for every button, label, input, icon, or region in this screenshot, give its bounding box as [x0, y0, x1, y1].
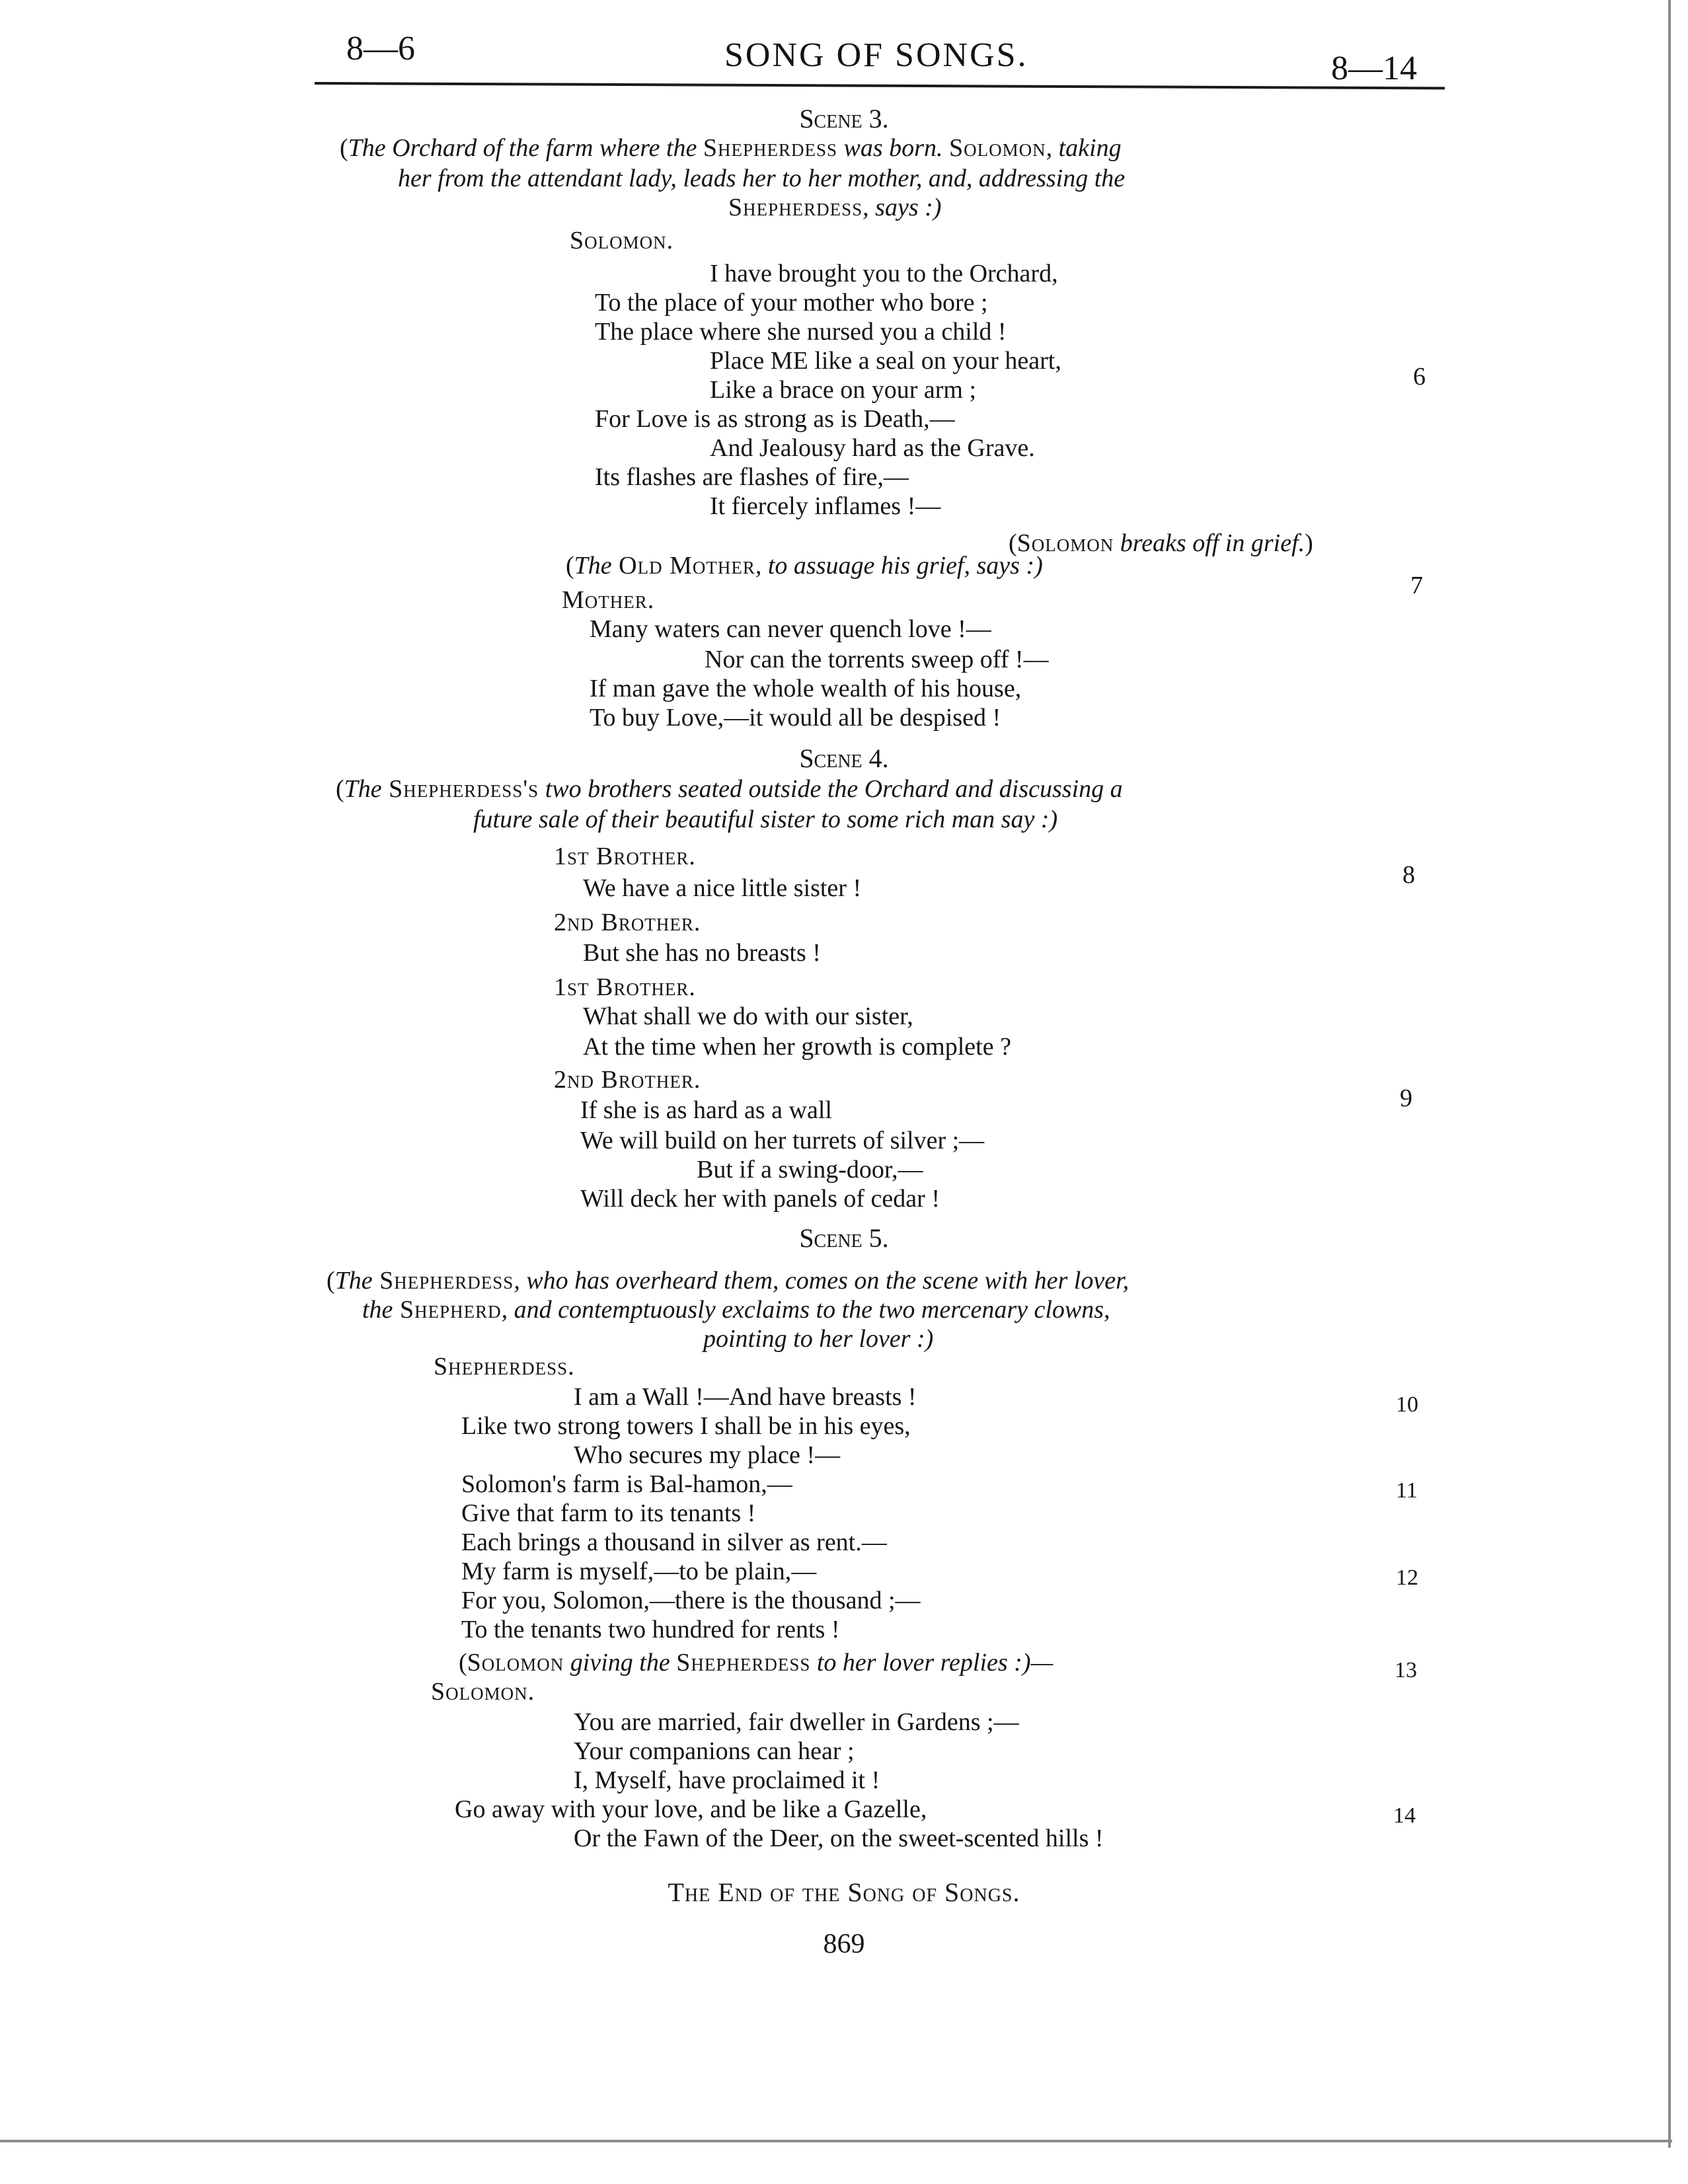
closing-line: The End of the Song of Songs. — [668, 1877, 1020, 1907]
verse-line: If she is as hard as a wall — [580, 1096, 832, 1124]
verse-line: At the time when her growth is complete ? — [583, 1033, 1011, 1061]
verse-number: 14 — [1393, 1803, 1416, 1828]
scene-3-stage-direction-line-3: Shepherdess, says :) — [728, 194, 942, 221]
stage-aside-solomon-grief: (Solomon breaks off in grief.) — [1009, 529, 1313, 557]
verse-line: Many waters can never quench love !— — [590, 615, 991, 643]
scene-5-stage-direction-line-2: the Shepherd, and contemptuously exclaims to the two mercenary clowns, — [362, 1296, 1110, 1324]
verse-line: Or the Fawn of the Deer, on the sweet-scented hills ! — [574, 1825, 1104, 1852]
verse-number: 6 — [1413, 363, 1426, 391]
verse-line: To the tenants two hundred for rents ! — [461, 1616, 840, 1643]
speaker-mother: Mother. — [562, 586, 655, 614]
verse-line: If man gave the whole wealth of his house, — [590, 675, 1022, 702]
verse-line: To buy Love,—it would all be despised ! — [590, 704, 1001, 732]
speaker-solomon: Solomon. — [570, 227, 674, 254]
verse-line: I, Myself, have proclaimed it ! — [574, 1766, 880, 1794]
scene-4-stage-direction-line-2: future sale of their beautiful sister to some rich man say :) — [473, 806, 1058, 833]
verse-line: Solomon's farm is Bal-hamon,— — [461, 1470, 792, 1498]
verse-number: 8 — [1402, 861, 1415, 889]
verse-line: Go away with your love, and be like a Gazelle, — [455, 1795, 927, 1823]
verse-line: But if a swing-door,— — [697, 1156, 923, 1184]
scene-5-stage-direction-line-1: (The Shepherdess, who has overheard them, comes on the scene with her lover, — [326, 1267, 1130, 1295]
verse-number: 12 — [1396, 1565, 1418, 1590]
verse-line: Will deck her with panels of cedar ! — [580, 1185, 940, 1213]
page-number: 869 — [823, 1929, 865, 1959]
verse-line: To the place of your mother who bore ; — [595, 289, 988, 317]
header-rule — [315, 82, 1445, 89]
verse-line: Place ME like a seal on your heart, — [710, 347, 1061, 375]
verse-line: What shall we do with our sister, — [583, 1002, 913, 1030]
verse-line: I have brought you to the Orchard, — [710, 260, 1058, 287]
verse-number: 13 — [1395, 1658, 1417, 1682]
scene-3-stage-direction-line-1: (The Orchard of the farm where the Shepherdess was born. Solomon, taking — [340, 134, 1122, 162]
speaker-second-brother: 2nd Brother. — [554, 909, 701, 936]
verse-line: You are married, fair dweller in Gardens ;— — [574, 1708, 1019, 1736]
scene-4-stage-direction-line-1: (The Shepherdess's two brothers seated outside the Orchard and discussing a — [336, 775, 1123, 803]
speaker-solomon: Solomon. — [431, 1678, 535, 1706]
verse-line: It fiercely inflames !— — [710, 492, 941, 520]
verse-line: Its flashes are flashes of fire,— — [595, 463, 909, 491]
verse-number: 7 — [1410, 572, 1423, 599]
verse-number: 10 — [1396, 1392, 1418, 1417]
header-right-reference: 8—14 — [1331, 50, 1417, 87]
page-edge-right — [1668, 0, 1671, 2148]
verse-line: Who secures my place !— — [574, 1441, 841, 1469]
header-left-reference: 8—6 — [346, 30, 415, 67]
speaker-shepherdess: Shepherdess. — [434, 1353, 575, 1380]
speaker-first-brother: 1st Brother. — [554, 973, 696, 1001]
verse-line: My farm is myself,—to be plain,— — [461, 1558, 817, 1585]
verse-number: 9 — [1400, 1084, 1412, 1112]
scene-5-heading: Scene 5. — [799, 1223, 889, 1253]
scene-5-stage-direction-line-3: pointing to her lover :) — [703, 1325, 934, 1353]
page-edge-bottom — [0, 2140, 1672, 2142]
verse-line: I am a Wall !—And have breasts ! — [574, 1383, 917, 1411]
verse-number: 11 — [1396, 1478, 1418, 1503]
verse-line: For Love is as strong as is Death,— — [595, 405, 955, 433]
verse-line: Each brings a thousand in silver as rent.— — [461, 1528, 887, 1556]
verse-line: Your companions can hear ; — [574, 1737, 855, 1765]
verse-line: Give that farm to its tenants ! — [461, 1499, 756, 1527]
verse-line: The place where she nursed you a child ! — [595, 318, 1007, 346]
verse-line: Like two strong towers I shall be in his eyes, — [461, 1412, 911, 1440]
speaker-first-brother: 1st Brother. — [554, 843, 696, 870]
stage-direction-old-mother: (The Old Mother, to assuage his grief, says :) — [566, 552, 1043, 580]
verse-line: And Jealousy hard as the Grave. — [710, 434, 1035, 462]
verse-line: But she has no breasts ! — [583, 939, 821, 967]
speaker-second-brother: 2nd Brother. — [554, 1066, 701, 1094]
verse-line: We have a nice little sister ! — [583, 874, 862, 902]
scene-3-heading: Scene 3. — [799, 104, 889, 133]
verse-line: Nor can the torrents sweep off !— — [705, 646, 1049, 673]
verse-line: We will build on her turrets of silver ;— — [580, 1127, 985, 1154]
header-title: SONG OF SONGS. — [724, 36, 1028, 74]
verse-line: Like a brace on your arm ; — [710, 376, 977, 404]
stage-direction-solomon-replies: (Solomon giving the Shepherdess to her lover replies :)— — [459, 1649, 1054, 1676]
scene-4-heading: Scene 4. — [799, 743, 889, 773]
scene-3-stage-direction-line-2: her from the attendant lady, leads her to her mother, and, addressing the — [398, 165, 1126, 192]
verse-line: For you, Solomon,—there is the thousand ;— — [461, 1587, 921, 1614]
